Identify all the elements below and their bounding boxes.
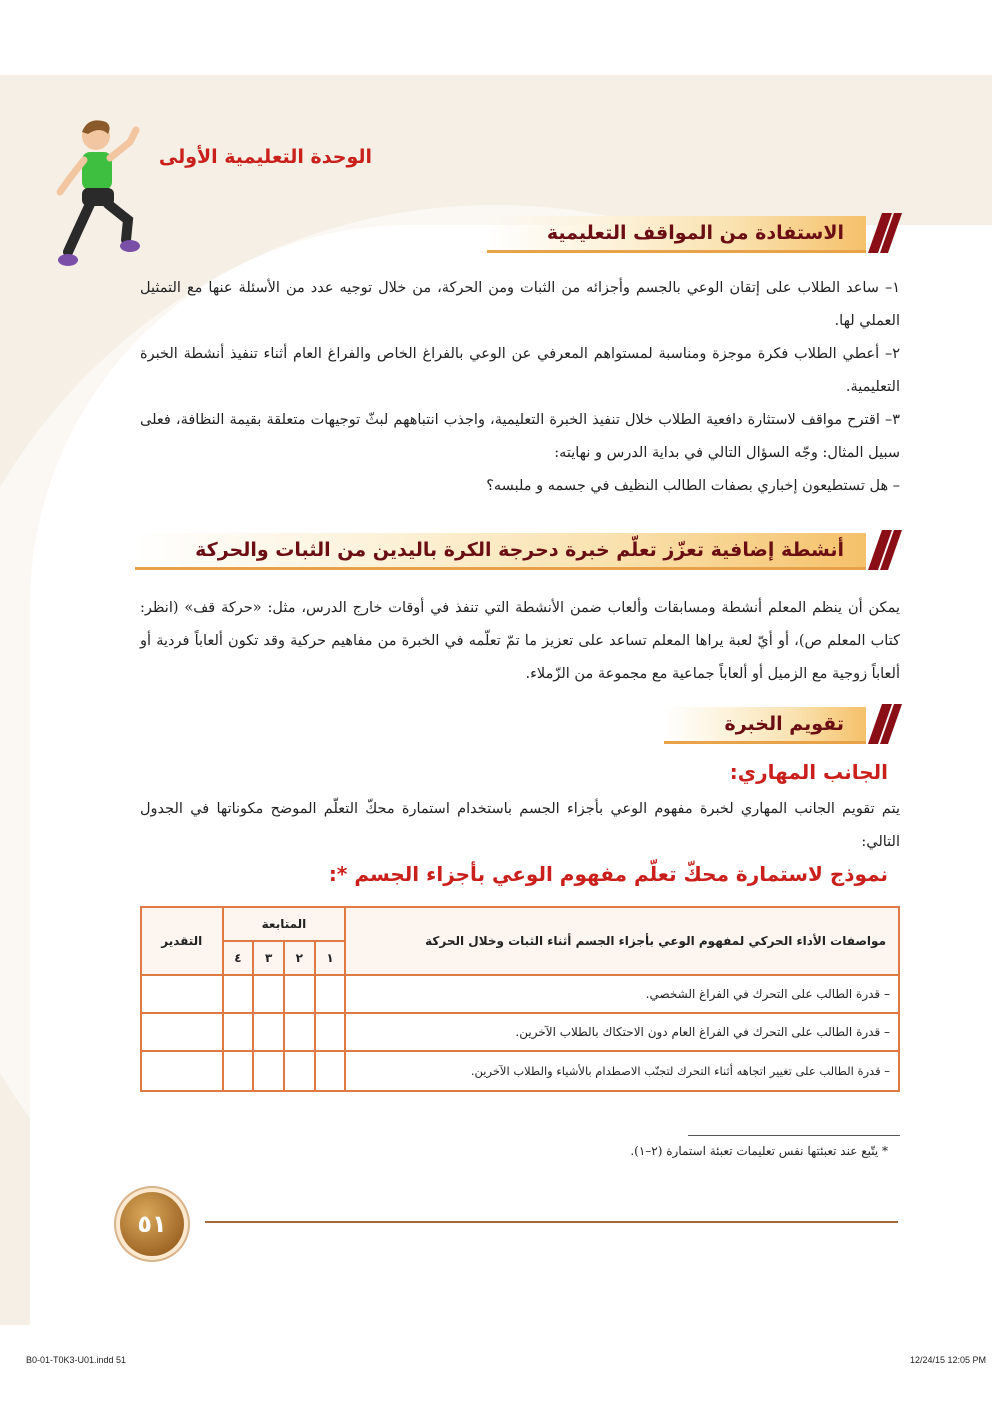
list-item: ٣– اقترح مواقف لاستثارة دافعية الطلاب خلال تنفيذ الخبرة التعليمية، واجذب انتباههم لبثّ توجيهات متعلقة بقيمة النظافة، فعلى سبيل المثال: وجّه السؤال التالي في بداية الدرس و نهايته: — [140, 412, 900, 461]
page-number: ٥١ — [120, 1192, 184, 1256]
paragraph: يمكن أن ينظم المعلم أنشطة ومسابقات وألعاب ضمن الأنشطة التي تنفذ في أوقات خارج الدرس، مثل: «حركة قف» (انظر: كتاب المعلم ص)، أو أيّ لعبة يراها المعلم تساعد على تعزيز ما تمّ تعلّمه في الخبرة من مفاهيم حركية وقد تكون ألعاباً فردية أو ألعاباً زوجية مع الزميل أو ألعاباً جماعية مع مجموعة من الزّملاء. — [140, 600, 900, 682]
evaluation-table — [140, 906, 900, 1092]
running-boy-illustration — [48, 112, 158, 277]
list-item: ١– ساعد الطلاب على إتقان الوعي بالجسم وأجزائه من الثبات ومن الحركة، من خلال توجيه عدد من الأسئلة عنها مع التمثيل العملي لها. — [140, 280, 900, 329]
row-spec: – قدرة الطالب على تغيير اتجاهه أثناء التحرك لتجنّب الاصطدام بالأشياء والطلاب الآخرين. — [345, 1051, 899, 1091]
column-header-specifications: مواصفات الأداء الحركي لمفهوم الوعي بأجزاء الجسم أثناء الثبات وخلال الحركة — [345, 907, 899, 975]
follow-cell — [253, 1013, 284, 1051]
banner-stripes-icon — [868, 704, 902, 744]
table-row — [141, 975, 899, 1013]
follow-number: ٣ — [253, 941, 284, 975]
follow-cell — [284, 1051, 315, 1091]
follow-number: ١ — [315, 941, 346, 975]
section-title: أنشطة إضافية تعزّز تعلّم خبرة دحرجة الكرة باليدين من الثبات والحركة — [135, 533, 866, 570]
banner-stripes-icon — [868, 213, 902, 253]
banner-stripes-icon — [868, 530, 902, 570]
follow-cell — [315, 1013, 346, 1051]
print-slug-file: B0-01-T0K3-U01.indd 51 — [26, 1355, 127, 1365]
model-form-title: نموذج لاستمارة محكّ تعلّم مفهوم الوعي بأجزاء الجسم *: — [328, 862, 888, 886]
follow-cell — [223, 975, 254, 1013]
section2-paragraph — [140, 592, 900, 691]
follow-cell — [315, 1051, 346, 1091]
table-row — [141, 1013, 899, 1051]
follow-number: ٢ — [284, 941, 315, 975]
list-item: ٢– أعطي الطلاب فكرة موجزة ومناسبة لمستواهم المعرفي عن الوعي بالفراغ الخاص والفراغ العام أثناء تنفيذ أنشطة الخبرة التعليمية. — [140, 346, 900, 395]
table-row — [141, 1051, 899, 1091]
footnote: * يتّبع عند تعبئتها نفس تعليمات تعبئة استمارة (٢–١). — [630, 1144, 888, 1158]
follow-cell — [253, 975, 284, 1013]
footnote-divider — [688, 1135, 900, 1136]
follow-cell — [315, 975, 346, 1013]
grade-cell — [141, 1051, 223, 1091]
footer-rule — [205, 1221, 898, 1223]
row-spec: – قدرة الطالب على التحرك في الفراغ العام دون الاحتكاك بالطلاب الآخرين. — [345, 1013, 899, 1051]
follow-cell — [284, 1013, 315, 1051]
follow-cell — [284, 975, 315, 1013]
follow-cell — [223, 1051, 254, 1091]
column-header-grade: التقدير — [141, 907, 223, 975]
column-header-follow-up: المتابعة — [223, 907, 346, 941]
list-item: – هل تستطيعون إخباري بصفات الطالب النظيف في جسمه و ملبسه؟ — [486, 478, 900, 494]
grade-cell — [141, 975, 223, 1013]
row-spec: – قدرة الطالب على التحرك في الفراغ الشخصي. — [345, 975, 899, 1013]
paragraph: يتم تقويم الجانب المهاري لخبرة مفهوم الوعي بأجزاء الجسم باستخدام استمارة محكّ التعلّم الموضح مكوناتها في الجدول التالي: — [140, 801, 900, 850]
follow-cell — [223, 1013, 254, 1051]
section-title: الاستفادة من المواقف التعليمية — [487, 216, 866, 253]
grade-cell — [141, 1013, 223, 1051]
section3-paragraph — [140, 793, 900, 859]
section-title: تقويم الخبرة — [664, 707, 866, 744]
section1-list — [140, 272, 900, 503]
follow-cell — [253, 1051, 284, 1091]
follow-number: ٤ — [223, 941, 254, 975]
unit-title: الوحدة التعليمية الأولى — [158, 146, 372, 168]
sub-heading-skill-aspect: الجانب المهاري: — [729, 760, 888, 784]
print-slug-date: 12/24/15 12:05 PM — [909, 1355, 986, 1365]
